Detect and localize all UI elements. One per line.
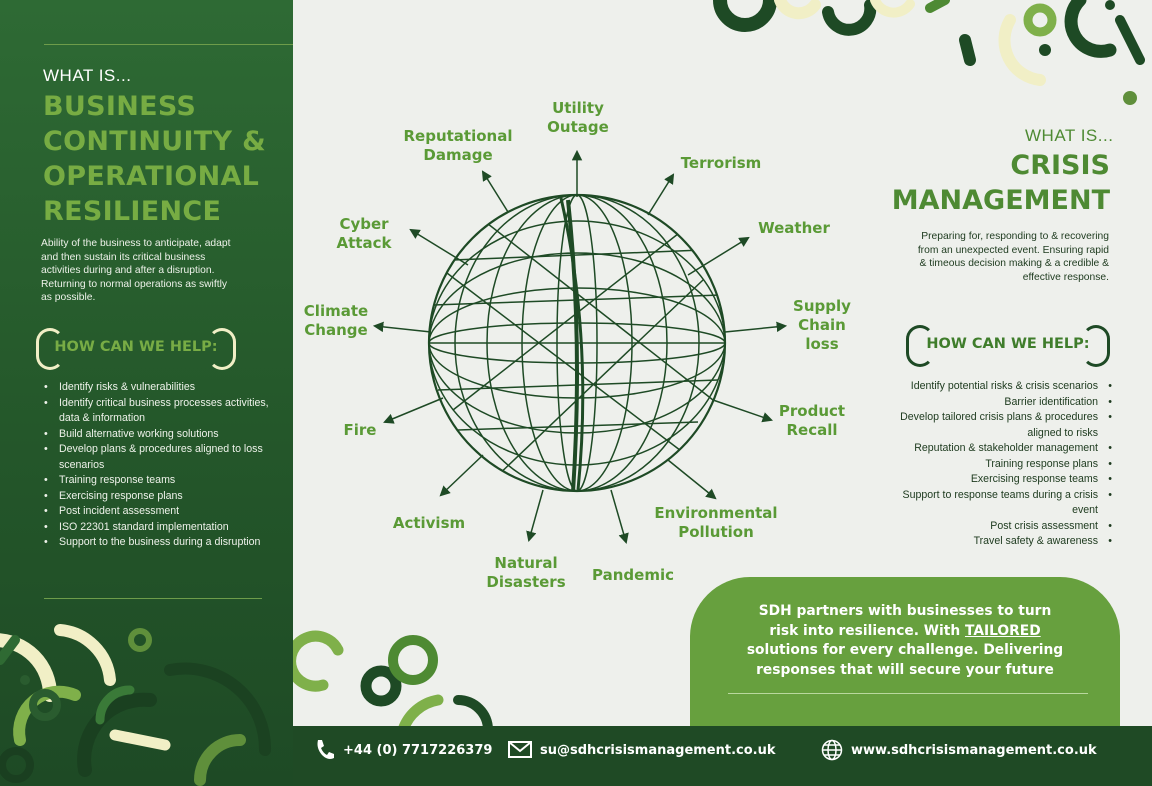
website-link[interactable]: www.sdhcrisismanagement.co.uk (851, 743, 1097, 758)
label-line: Activism (392, 514, 466, 532)
list-item: Travel safety & awareness • (880, 534, 1114, 550)
label-line: Weather (758, 219, 830, 237)
label-line: Damage (423, 146, 493, 164)
list-item: Identify potential risks & crisis scenarios • (880, 379, 1114, 395)
cm-help-heading (906, 325, 1110, 365)
list-item: Post crisis assessment • (880, 519, 1114, 535)
bc-help-heading (36, 328, 236, 368)
list-item: • Identify risks & vulnerabilities (41, 380, 271, 396)
partner-line: SDH partners with businesses to turn (758, 603, 1052, 619)
bottom-divider (44, 598, 262, 599)
bc-desc-line: Ability of the business to anticipate, adapt (41, 238, 231, 249)
decorative-shapes-icon (0, 610, 293, 786)
bc-what-is: WHAT IS... (43, 66, 132, 85)
bc-desc-line: Returning to normal operations as swiftly (41, 278, 228, 290)
label-reputational-damage (393, 127, 523, 165)
label-line: Outage (547, 118, 609, 136)
partner-line: responses that will secure your future (756, 661, 1054, 678)
label-line: Recall (786, 421, 838, 439)
bc-desc-line: and then sustain its critical business (41, 251, 206, 263)
label-activism (385, 514, 473, 533)
label-line: Product (778, 402, 846, 420)
list-item: • Build alternative working solutions (41, 427, 271, 443)
tailored-emphasis: TAILORED (964, 622, 1041, 639)
globe-icon (375, 152, 785, 542)
label-utility-outage (538, 99, 618, 137)
list-item: Exercising response teams • (880, 472, 1114, 488)
partner-text (710, 602, 1100, 680)
list-item: • Training response teams (41, 473, 271, 489)
cm-help-list (880, 379, 1114, 550)
label-line: Climate (303, 302, 369, 320)
label-line: Environmental (654, 504, 778, 522)
bc-title-line: CONTINUITY & (43, 126, 266, 157)
label-line: Utility (552, 99, 604, 117)
label-product-recall (772, 402, 852, 440)
partner-line (710, 622, 1100, 642)
list-item: • Exercising response plans (41, 489, 271, 505)
partner-line-part: risk into resilience. With (769, 622, 965, 639)
contact-footer (293, 726, 1152, 786)
phone-icon (314, 738, 334, 762)
label-line: Fire (343, 421, 377, 439)
cm-desc-line: Preparing for, responding to & recovering (921, 231, 1109, 242)
label-terrorism (671, 154, 771, 173)
bc-title-line: BUSINESS (43, 91, 197, 122)
bc-title-line: OPERATIONAL (43, 161, 260, 192)
list-item: Training response plans • (880, 457, 1114, 473)
label-line: Change (304, 321, 368, 339)
cm-desc-line: effective response. (1022, 271, 1109, 283)
bc-desc-line: as possible. (41, 292, 96, 303)
label-line: Supply (793, 297, 851, 315)
label-environmental-pollution (645, 504, 787, 542)
bc-desc-line: activities during and after a disruption. (41, 265, 215, 276)
partner-callout (690, 577, 1120, 737)
label-supply-chain-loss (785, 297, 859, 354)
list-item: • Identify critical business processes activities, data & information (41, 396, 271, 427)
right-panel (880, 0, 1152, 560)
partner-divider (728, 693, 1088, 694)
partner-line: solutions for every challenge. Delivering (746, 642, 1064, 658)
label-pandemic (584, 566, 682, 585)
bc-help-heading-text: HOW CAN WE HELP: (54, 339, 218, 355)
list-item: Barrier identification • (880, 395, 1114, 411)
list-item: • Support to the business during a disruption (41, 535, 271, 551)
list-item: • Post incident assessment (41, 504, 271, 520)
label-climate-change (297, 302, 375, 340)
label-line: Pollution (678, 523, 754, 541)
cm-title (880, 148, 1110, 218)
label-line: Pandemic (592, 566, 674, 584)
label-line: Attack (336, 234, 392, 252)
bc-title-line: RESILIENCE (43, 196, 222, 227)
label-line: Cyber (339, 215, 389, 233)
decorative-shapes-icon (293, 630, 513, 730)
label-line: Disasters (486, 573, 566, 591)
bc-title (43, 89, 266, 229)
cm-what-is: WHAT IS... (1025, 126, 1114, 145)
label-natural-disasters (480, 554, 572, 592)
label-cyber-attack (328, 215, 400, 253)
cm-title-line: MANAGEMENT (891, 185, 1110, 216)
label-line: Reputational (403, 127, 513, 145)
cm-desc-line: & timeous decision making & a credible & (919, 258, 1109, 269)
top-divider (44, 44, 293, 45)
cm-help-heading-text: HOW CAN WE HELP: (926, 336, 1090, 352)
label-line: Natural (494, 554, 558, 572)
list-item: • Develop plans & procedures aligned to loss scenarios (41, 442, 271, 473)
cm-desc-line: from an unexpected event. Ensuring rapid (917, 244, 1109, 256)
label-line: Chain (798, 316, 846, 334)
label-weather (752, 219, 836, 238)
phone-link[interactable]: +44 (0) 7717226379 (343, 743, 493, 758)
globe-icon (821, 739, 843, 761)
envelope-icon (508, 741, 532, 759)
left-panel (0, 0, 293, 786)
list-item: Develop tailored crisis plans & procedures aligned to risks • (880, 410, 1114, 441)
email-link[interactable]: su@sdhcrisismanagement.co.uk (540, 743, 776, 758)
list-item: Support to response teams during a crisis event • (880, 488, 1114, 519)
bc-help-list (41, 380, 271, 551)
label-line: loss (805, 335, 839, 353)
label-line: Terrorism (680, 154, 762, 172)
bc-description (41, 237, 281, 305)
label-fire (335, 421, 385, 440)
cm-title-line: CRISIS (1010, 150, 1110, 181)
list-item: • ISO 22301 standard implementation (41, 520, 271, 536)
cm-description (880, 230, 1109, 284)
list-item: Reputation & stakeholder management • (880, 441, 1114, 457)
